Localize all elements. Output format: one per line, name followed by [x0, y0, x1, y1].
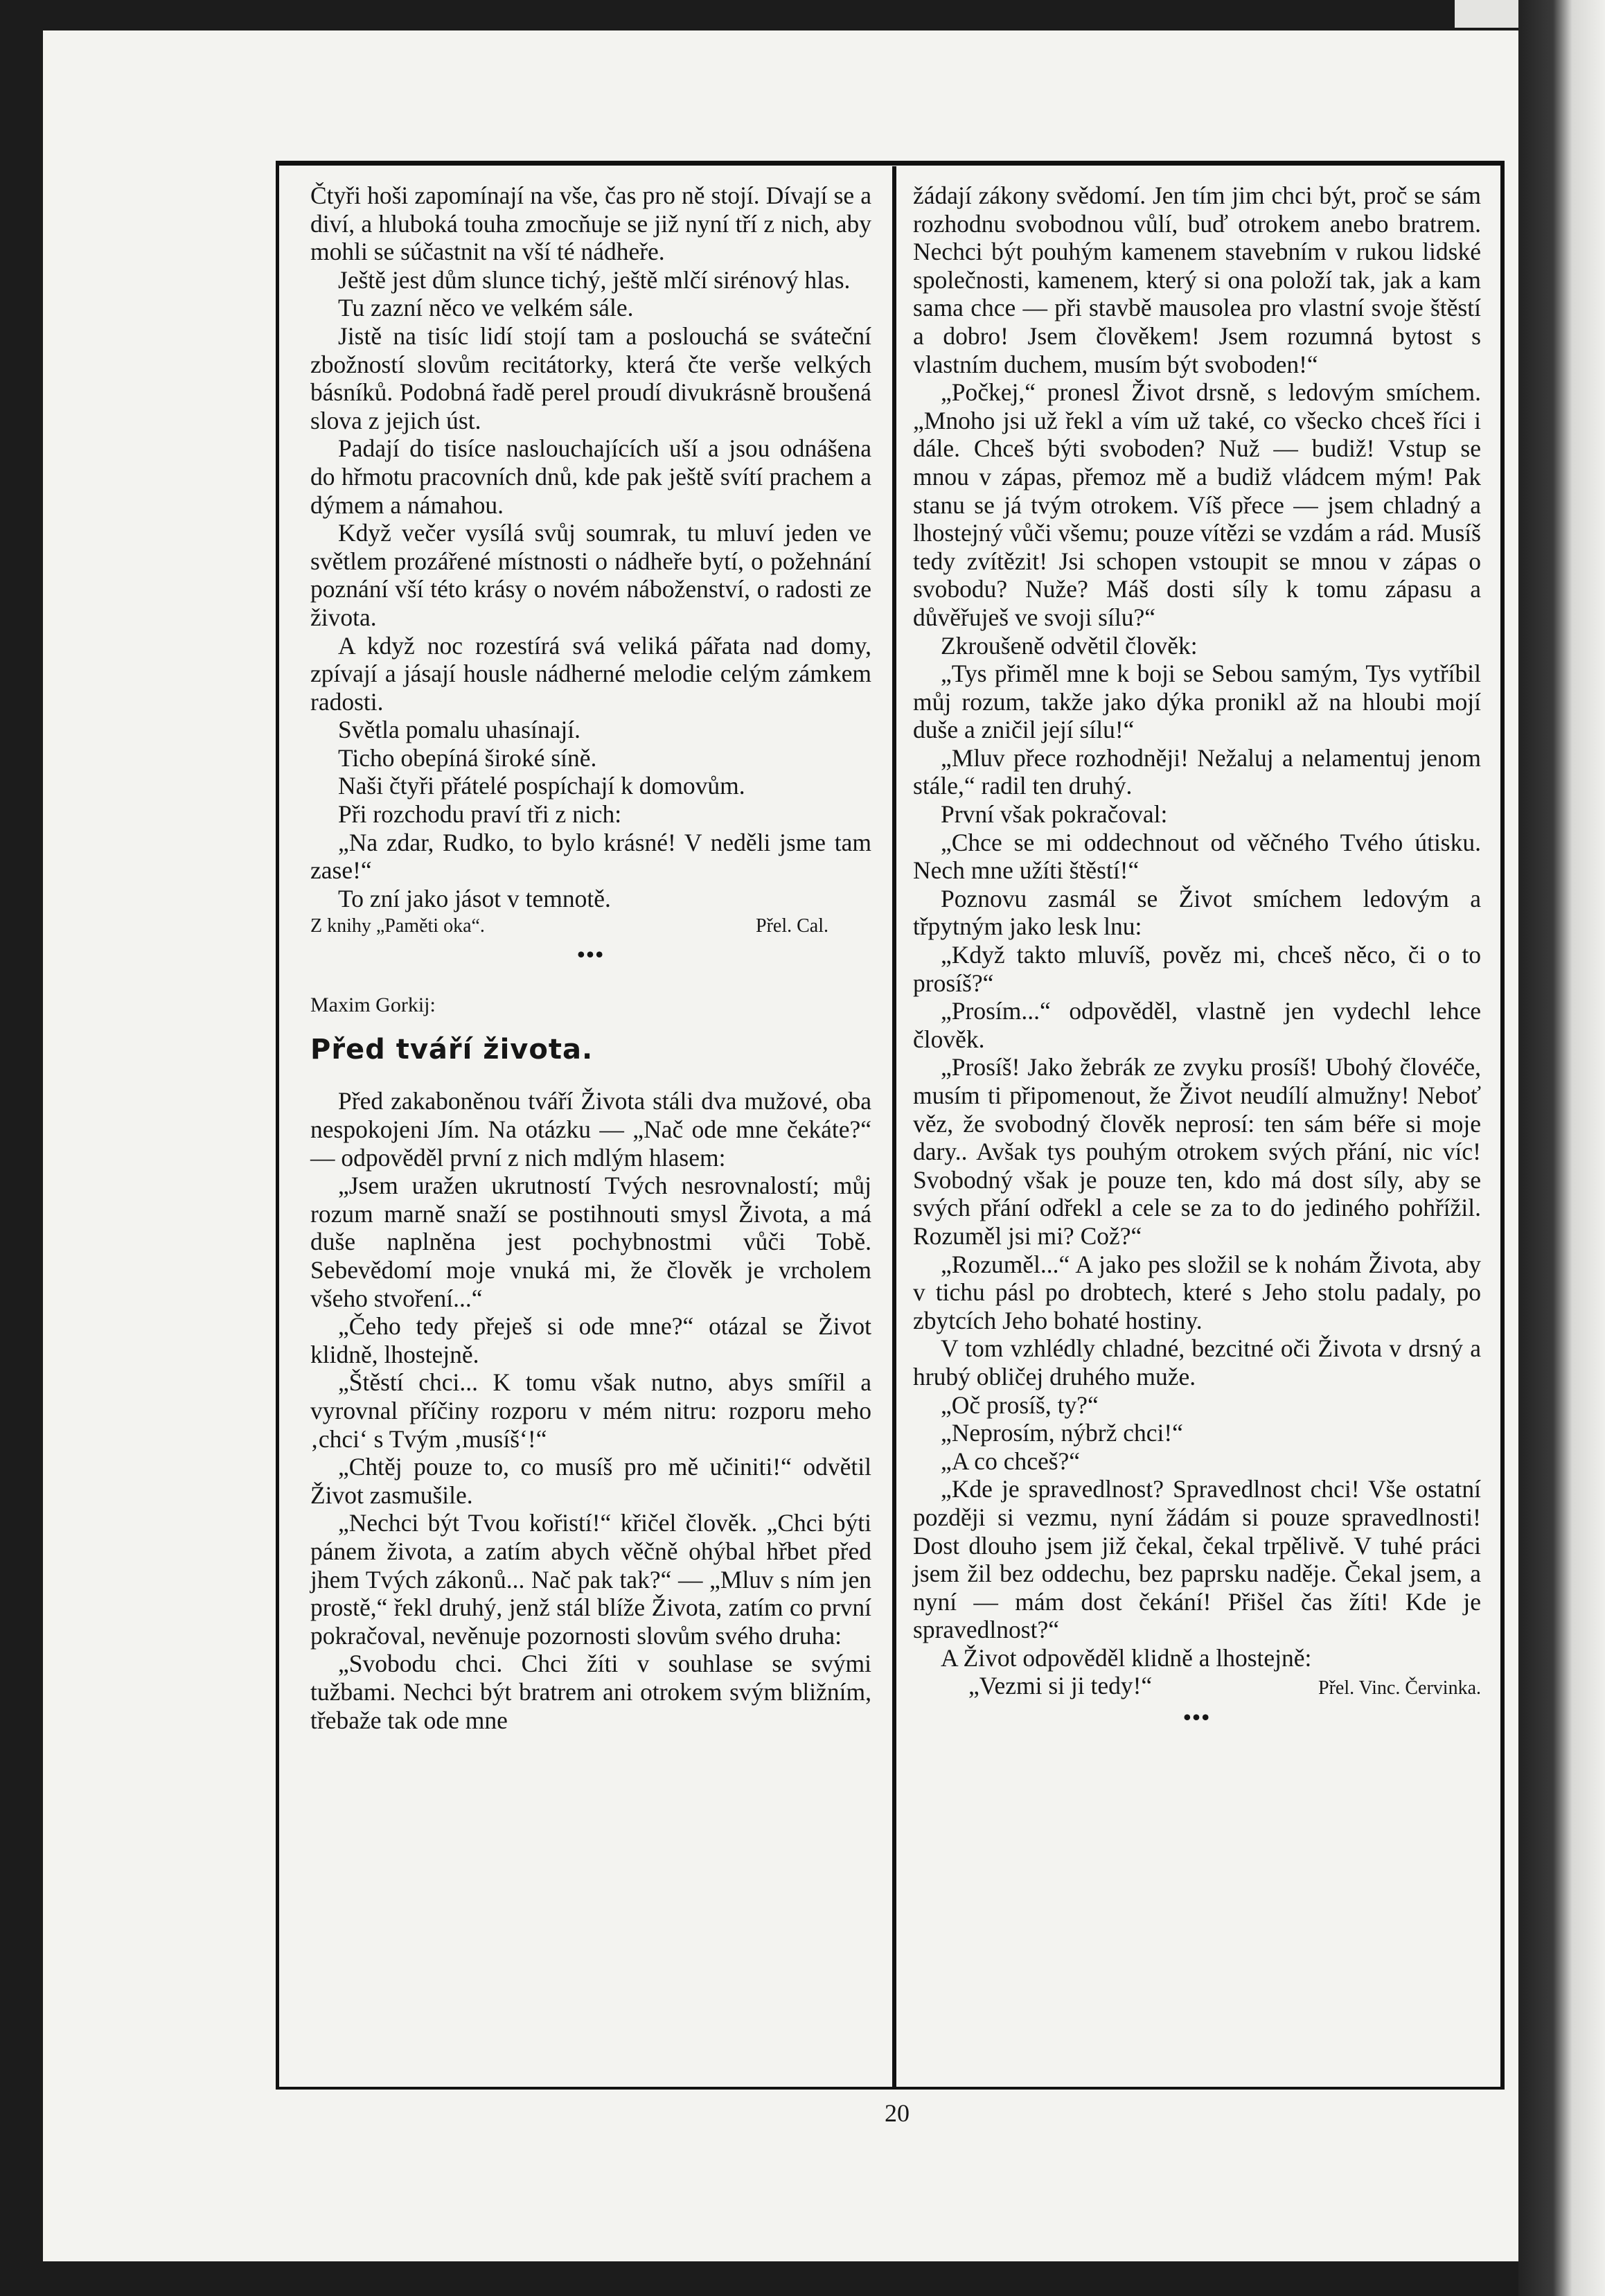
translator-credit: Přel. Cal.: [756, 915, 828, 937]
paragraph: Poznovu zasmál se Život smíchem ledovým a třpytným jako lesk lnu:: [913, 884, 1481, 941]
paragraph: Čtyři hoši zapomínají na vše, čas pro ně stojí. Dívají se a diví, a hluboká touha zmocňuje se již nyní tří z nich, aby mohli se súčastnit na vší té nádheře.: [310, 182, 871, 266]
paragraph: Zkroušeně odvětil člověk:: [941, 631, 1198, 660]
paragraph: Padají do tisíce naslouchajících uší a jsou odnášena do hřmotu pracovních dnů, kde pak ještě svítí prachem a dýmem a námahou.: [310, 434, 871, 519]
paragraph: „Na zdar, Rudko, to bylo krásné! V neděli jsme tam zase!“: [310, 828, 871, 885]
paragraph: „Když takto mluvíš, pověz mi, chceš něco, či o to prosíš?“: [913, 941, 1481, 997]
paragraph: „Jsem uražen ukrutností Tvých nesrovnalostí; můj rozum marně snaží se postihnouti smysl Života, a má duše naplněna jest pochybnostmi vůči Tobě. Sebevědomí moje vnuká mi, že člověk je vrcholem všeho stvoření...“: [310, 1172, 871, 1312]
paragraph: „Prosíš! Jako žebrák ze zvyku prosíš! Ubohý človéče, musím ti připomenout, že Život neudílí almužny! Neboť věz, že svobodný člověk neprosí: ten sám béře si moje dary.. Avšak tys pouhým otrokem svých přání, nic víc! Svobodný však je pouze ten, kdo má dost síly, aby se svých přání odřekl a cele se za to do jediného pohřížil. Rozuměl jsi mi? Což?“: [913, 1053, 1481, 1250]
paragraph: „A co chceš?“: [941, 1447, 1081, 1475]
paragraph: „Kde je spravedlnost? Spravedlnost chci! Vše ostatní později si vezmu, nyní žádám si pouze spravedlnosti! Dost dlouho jsem již čekal, čekal trpělivě. V tuhé práci jsem žil bez oddechu, bez paprsku naděje. Čekal jsem, a nyní — mám dost čekání! Přišel čas žíti! Kde je spravedlnost?“: [913, 1475, 1481, 1644]
section-separator: •••: [577, 942, 605, 967]
paragraph: Světla pomalu uhasínají.: [338, 716, 581, 744]
paragraph: Před zakaboněnou tváří Života stáli dva mužové, oba nespokojeni Jím. Na otázku — „Nač ode mne čekáte?“ — odpověděl první z nich mdlým hlasem:: [310, 1087, 871, 1172]
paragraph: Když večer vysílá svůj soumrak, tu mluví jeden ve světlem prozářené místnosti o nádheře bytí, o požehnání poznání vší této krásy o novém náboženství, o radosti ze života.: [310, 519, 871, 631]
closing-line: [913, 1672, 1481, 1703]
section-separator: •••: [1183, 1704, 1211, 1730]
paragraph: „Štěstí chci... K tomu však nutno, abys smířil a vyrovnal příčiny rozporu v mém nitru: rozporu meho ‚chci‘ s Tvým ‚musíš‘!“: [310, 1368, 871, 1453]
paragraph: „Počkej,“ pronesl Život drsně, s ledovým smíchem. „Mnoho jsi už řekl a vím už také, co všecko chceš říci i dále. Chceš býti svoboden? Nuž — budiž! Vstup se mnou v zápas, přemoz mě a budiž vládcem mým! Pak stanu se já tvým otrokem. Víš přece — jsem chladný a lhostejný vůči všemu; pouze vítězi se vzdám a rád. Musíš tedy zvítězit! Jsi schopen vstoupit se mnou v zápas o svobodu? Nuže? Máš dosti síly k tomu zápasu a důvěřuješ ve svoji sílu?“: [913, 378, 1481, 631]
paragraph: „Svobodu chci. Chci žíti v souhlase se svými tužbami. Nechci být bratrem ani otrokem svým bližním, třebaže tak ode mne: [310, 1650, 871, 1734]
translator-credit: Přel. Vinc. Červinka.: [1318, 1677, 1481, 1699]
scan-edge-right: [1518, 0, 1605, 2296]
paragraph: To zní jako jásot v temnotě.: [338, 884, 611, 912]
paragraph: „Tys přiměl mne k boji se Sebou samým, Tys vytříbil můj rozum, takže jako dýka pronikl až na hloubi mojí duše a zničil její sílu!“: [913, 660, 1481, 744]
paragraph: „Rozuměl...“ A jako pes složil se k nohám Života, aby v tichu pásl po drobtech, které s Jeho stolu padaly, po zbytcích Jeho bohaté hostiny.: [913, 1250, 1481, 1334]
paragraph: A Život odpověděl klidně a lhostejně:: [941, 1643, 1312, 1672]
paragraph: Naši čtyři přátelé pospíchají k domovům.: [338, 772, 745, 800]
article-title: Před tváří života.: [310, 1034, 594, 1066]
paragraph: Tu zazní něco ve velkém sále.: [338, 294, 634, 322]
source-citation: Z knihy „Paměti oka“.: [310, 915, 485, 937]
paragraph: „Chtěj pouze to, co musíš pro mě učiniti!“ odvětil Život zasmušile.: [310, 1453, 871, 1509]
column-divider: [892, 166, 896, 2090]
paragraph: Jistě na tisíc lidí stojí tam a poslouchá se sváteční zbožností slovům recitátorky, která čte verše velkých básníků. Podobná řadě perel proudí divukrásně broušená slova z jejich úst.: [310, 321, 871, 434]
paragraph: A když noc rozestírá svá veliká pářata nad domy, zpívají a jásají housle nádherné melodie celým zámkem radosti.: [310, 631, 871, 716]
page-number: 20: [885, 2099, 910, 2127]
source-line: [310, 912, 871, 940]
paragraph: „Neprosím, nýbrž chci!“: [941, 1419, 1183, 1447]
left-column: [310, 182, 871, 1734]
paragraph: „Mluv přece rozhodněji! Nežaluj a nelamentuj jenom stále,“ radil ten druhý.: [913, 743, 1481, 800]
paragraph: Ticho obepíná široké síně.: [338, 743, 597, 772]
paragraph: První však pokračoval:: [941, 800, 1168, 829]
right-column: [913, 182, 1481, 1731]
paragraph: V tom vzhlédly chladné, bezcitné oči Života v drsný a hrubý obličej druhého muže.: [913, 1334, 1481, 1390]
paragraph: „Prosím...“ odpověděl, vlastně jen vydechl lehce člověk.: [913, 997, 1481, 1053]
paragraph: „Čeho tedy přeješ si ode mne?“ otázal se Život klidně, lhostejně.: [310, 1312, 871, 1368]
paragraph: „Nechci být Tvou kořistí!“ křičel člověk. „Chci býti pánem života, a zatím abych věčně ohýbal hřbet před jhem Tvých zákonů... Nač pak tak?“ — „Mluv s ním jen prostě,“ řekl druhý, jenž stál blíže Života, zatím co první pokračoval, nevěnuje pozornosti slovům svého druha:: [310, 1509, 871, 1650]
paragraph: žádají zákony svědomí. Jen tím jim chci být, proč se sám rozhodnu svobodnou vůlí, buď otrokem anebo bratrem. Nechci být pouhým kamenem stavebním v rukou lidské společnosti, kamenem, který si ona položí tak, jak a kam sama chce — při stavbě mausolea pro vlastní svoje štěstí a dobro! Jsem člověkem! Jsem rozumná bytost s vlastním duchem, musím být svoboden!“: [913, 182, 1481, 378]
paragraph: Při rozchodu praví tři z nich:: [338, 800, 622, 829]
closing-quote: „Vezmi si ji tedy!“: [968, 1672, 1153, 1700]
paragraph: Ještě jest dům slunce tichý, ještě mlčí sirénový hlas.: [338, 265, 851, 294]
paragraph: „Oč prosíš, ty?“: [941, 1390, 1099, 1419]
paragraph: „Chce se mi oddechnout od věčného Tvého útisku. Nech mne užíti štěstí!“: [913, 828, 1481, 885]
article-author: Maxim Gorkij:: [310, 994, 436, 1017]
